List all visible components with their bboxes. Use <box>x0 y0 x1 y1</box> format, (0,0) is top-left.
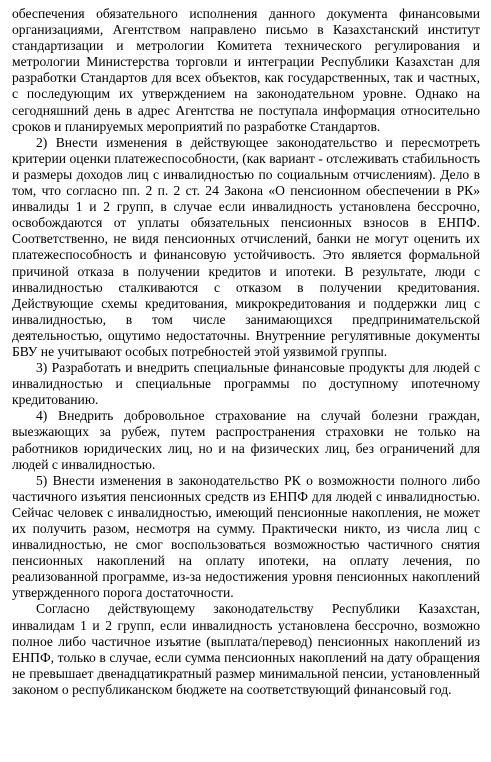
paragraph-item-4-insurance: 4) Внедрить добровольное страхование на случай болезни граждан, выезжающих за рубеж, путем распространения страховки не только на работников юридических лиц, но и на физических лиц, без ограничений для людей с инвалидностью. <box>12 408 480 472</box>
paragraph-item-2-solvency: 2) Внести изменения в действующее законодательство и пересмотреть критерии оценки платежеспособности, (как вариант - отслеживать стабильность и размеры доходов лиц с инвалидностью по социальным отчислениям). Дело в том, что согласно пп. 2 п. 2 ст. 24 Закона «О пенсионном обеспечении в РК» инвалиды 1 и 2 групп, в случае если инвалидность установлена бессрочно, освобождаются от уплаты обязательных пенсионных взносов в ЕНПФ. Соответственно, не видя пенсионных отчислений, банки не могут оценить их платежеспособность и финансовую устойчивость. Это является формальной причиной отказа в получении кредитов и ипотеки. В результате, люди с инвалидностью сталкиваются с отказом в получении кредитования. Действующие схемы кредитования, микрокредитования и поддержки лиц с инвалидностью, в том числе занимающихся предпринимательской деятельностью, ощутимо недостаточны. Внутренние регулятивные документы БВУ не учитывают особых потребностей этой уязвимой группы. <box>12 134 480 359</box>
paragraph-current-legislation: Согласно действующему законодательству Республики Казахстан, инвалидам 1 и 2 групп, если инвалидность установлена бессрочно, возможно полное либо частичное изъятие (выплата/перевод) пенсионных накоплений из ЕНПФ, только в случае, если сумма пенсионных накоплений на дату обращения не превышает двенадцатикратный размер минимальной пенсии, установленный законом о республиканском бюджете на соответствующий финансовый год. <box>12 601 480 697</box>
paragraph-standards-continuation: обеспечения обязательного исполнения данного документа финансовыми организациями, Агентством направлено письмо в Казахстанский институт стандартизации и метрологии Комитета технического регулирования и метрологии Министерства торговли и интеграции Республики Казахстан для разработки Стандартов для всех объектов, как государственных, так и частных, с последующим их утверждением на законодательном уровне. Однако на сегодняшний день в адрес Агентства не поступала информация относительно сроков и планируемых мероприятий по разработке Стандартов. <box>12 6 480 134</box>
paragraph-item-5-pension-withdrawal: 5) Внести изменения в законодательство РК о возможности полного либо частичного изъятия пенсионных средств из ЕНПФ для людей с инвалидностью. Сейчас человек с инвалидностью, имеющий пенсионные накопления, не может их получить разом, несмотря на сумму. Практически никто, из числа лиц с инвалидностью, не смог воспользоваться возможностью частичного снятия пенсионных накоплений на оплату ипотеки, на оплату лечения, по реализованной программе, из-за недостижения уровня пенсионных накоплений утвержденного порога достаточности. <box>12 472 480 601</box>
paragraph-item-3-financial-products: 3) Разработать и внедрить специальные финансовые продукты для людей с инвалидностью и специальные программы по доступному ипотечному кредитованию. <box>12 360 480 408</box>
